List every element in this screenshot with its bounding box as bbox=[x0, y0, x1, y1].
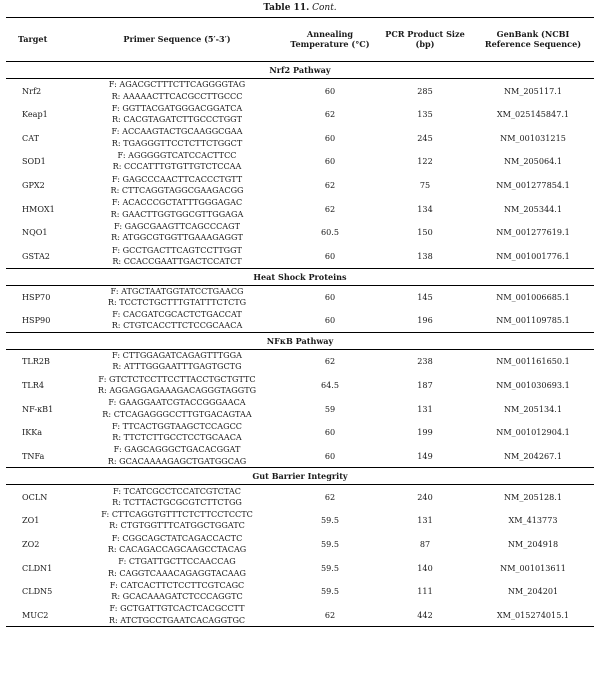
temperature-cell: 60.5 bbox=[320, 227, 340, 238]
primer-cell bbox=[72, 580, 282, 604]
table-row bbox=[6, 309, 594, 333]
product-size-cell: 138 bbox=[417, 250, 433, 261]
target-cell: Keap1 bbox=[22, 109, 48, 120]
forward-primer: F: GTCTCTCCTTCCTTACCTGCTGTTC bbox=[98, 373, 256, 384]
table-row bbox=[6, 556, 594, 580]
target-cell: TLR2B bbox=[22, 356, 50, 367]
primer-cell bbox=[72, 373, 282, 397]
reverse-primer: R: TGAGGGTTCCTCTTCTGGCT bbox=[111, 137, 243, 148]
target-cell: HMOX1 bbox=[22, 203, 55, 214]
primer-cell bbox=[72, 197, 282, 221]
table-row bbox=[6, 603, 594, 627]
forward-primer: F: GAGCAGGGCTGACACGGAT bbox=[113, 444, 241, 455]
table-row bbox=[6, 373, 594, 397]
target-cell: NQO1 bbox=[22, 227, 48, 238]
primer-cell bbox=[72, 509, 282, 533]
genbank-cell: NM_001161650.1 bbox=[496, 356, 570, 367]
product-size-cell: 285 bbox=[417, 85, 433, 96]
product-size-cell: 145 bbox=[417, 292, 433, 303]
forward-primer: F: CTTGGAGATCAGAGTTTGGA bbox=[112, 350, 242, 361]
forward-primer: F: GAGCGAAGTTCAGCCCAGT bbox=[114, 221, 240, 232]
genbank-cell: NM_205064.1 bbox=[503, 156, 563, 167]
product-size-cell: 245 bbox=[417, 132, 433, 143]
primer-cell bbox=[72, 244, 282, 268]
forward-primer: F: CGGCAGCTATCAGACCACTC bbox=[111, 532, 243, 543]
genbank-cell: NM_204918 bbox=[507, 539, 559, 550]
section-header-row bbox=[6, 268, 594, 285]
target-cell: OCLN bbox=[22, 491, 48, 502]
product-size-cell: 187 bbox=[417, 379, 433, 390]
table-row bbox=[6, 150, 594, 174]
reverse-primer: R: CACAGACCAGCAAGCCTACAG bbox=[107, 544, 247, 555]
product-size-cell: 150 bbox=[417, 227, 433, 238]
product-size-cell: 87 bbox=[419, 539, 431, 550]
reverse-primer: R: TTCTCTTGCCTCCTGCAACA bbox=[112, 432, 242, 443]
genbank-cell: NM_204201 bbox=[507, 586, 559, 597]
product-size-cell: 140 bbox=[417, 562, 433, 573]
target-cell: HSP90 bbox=[22, 315, 51, 326]
table-row bbox=[6, 173, 594, 197]
product-size-cell: 75 bbox=[419, 180, 431, 191]
temperature-cell: 60 bbox=[324, 427, 336, 438]
target-cell: SOD1 bbox=[22, 156, 46, 167]
reverse-primer: R: TCTTACTGCGCGTCTTCTGG bbox=[112, 496, 242, 507]
genbank-cell: XM_413773 bbox=[508, 515, 558, 526]
forward-primer: F: AGACGCTTTCTTCAGGGGTAG bbox=[108, 79, 246, 90]
temperature-cell: 59.5 bbox=[320, 586, 340, 597]
primer-cell bbox=[72, 285, 282, 309]
col-header-product-size: PCR Product Size (bp) bbox=[378, 18, 472, 62]
primer-cell bbox=[72, 79, 282, 103]
forward-primer: F: AGGGGGTCATCCACTTCC bbox=[117, 150, 237, 160]
reverse-primer: R: AAAAACTTCACGCCTTGCCC bbox=[111, 90, 243, 101]
target-cell: HSP70 bbox=[22, 292, 51, 303]
section-title: Nrf2 Pathway bbox=[6, 62, 594, 79]
product-size-cell: 122 bbox=[417, 156, 433, 167]
target-cell: GPX2 bbox=[22, 180, 45, 191]
forward-primer: F: CTTCAGGTGTTTCTCTTCCTCCTC bbox=[101, 508, 253, 519]
primer-cell bbox=[72, 221, 282, 245]
product-size-cell: 238 bbox=[417, 356, 433, 367]
genbank-cell: NM_205128.1 bbox=[503, 491, 563, 502]
target-cell: CLDN1 bbox=[22, 562, 53, 573]
col-header-target: Target bbox=[6, 18, 72, 62]
table-row bbox=[6, 580, 594, 604]
primer-cell bbox=[72, 150, 282, 174]
target-cell: NF-κB1 bbox=[22, 403, 54, 414]
section-header-row bbox=[6, 62, 594, 79]
target-cell: ZO2 bbox=[22, 539, 40, 550]
table-row bbox=[6, 79, 594, 103]
reverse-primer: R: GAACTTGGTGGCGTTGGAGA bbox=[110, 208, 244, 219]
primer-cell bbox=[72, 420, 282, 444]
temperature-cell: 62 bbox=[324, 180, 336, 191]
temperature-cell: 60 bbox=[324, 156, 336, 167]
product-size-cell: 131 bbox=[417, 515, 433, 526]
reverse-primer: R: GCACAAAAGAGCTGATGGCAG bbox=[107, 455, 247, 466]
forward-primer: F: CTGATTGCTTCCAACCAG bbox=[118, 556, 236, 567]
product-size-cell: 442 bbox=[378, 603, 472, 627]
genbank-cell: NM_001001776.1 bbox=[496, 250, 570, 261]
table-row bbox=[6, 444, 594, 468]
table-row bbox=[6, 509, 594, 533]
reverse-primer: R: CTGTCACCTTCTCCGCAACA bbox=[111, 320, 243, 331]
temperature-cell: 62 bbox=[282, 603, 378, 627]
temperature-cell: 62 bbox=[324, 491, 336, 502]
primer-cell bbox=[72, 556, 282, 580]
section-header-row bbox=[6, 468, 594, 485]
reverse-primer: R: CTCAGAGGGCCTTGTGACAGTAA bbox=[102, 408, 252, 419]
forward-primer: F: TTCACTGGTAAGCTCCAGCC bbox=[112, 420, 242, 431]
reverse-primer: R: ATGGCGTGGTTGAAAGAGGT bbox=[111, 232, 243, 243]
genbank-cell: NM_205134.1 bbox=[503, 403, 563, 414]
target-cell: TNFa bbox=[22, 450, 45, 461]
target-cell: TLR4 bbox=[22, 379, 45, 390]
col-header-temperature: Annealing Temperature (°C) bbox=[282, 18, 378, 62]
product-size-cell: 131 bbox=[417, 403, 433, 414]
genbank-cell: NM_205117.1 bbox=[503, 85, 563, 96]
target-cell: ZO1 bbox=[22, 515, 40, 526]
temperature-cell: 59.5 bbox=[320, 539, 340, 550]
genbank-cell: NM_205344.1 bbox=[503, 203, 563, 214]
primer-cell bbox=[72, 444, 282, 468]
table-body bbox=[6, 62, 594, 627]
genbank-cell: NM_001277619.1 bbox=[496, 227, 570, 238]
section-header-row bbox=[6, 332, 594, 349]
forward-primer: F: ATGCTAATGGTATCCTGAACG bbox=[110, 285, 244, 296]
table-row bbox=[6, 102, 594, 126]
table-row bbox=[6, 197, 594, 221]
primer-cell bbox=[72, 173, 282, 197]
primer-cell bbox=[72, 126, 282, 150]
temperature-cell: 60 bbox=[324, 450, 336, 461]
temperature-cell: 60 bbox=[324, 315, 336, 326]
temperature-cell: 59.5 bbox=[320, 562, 340, 573]
temperature-cell: 59.5 bbox=[320, 515, 340, 526]
forward-primer: F: CATCACTTCTCCTTCGTCAGC bbox=[109, 580, 245, 590]
primer-table bbox=[6, 17, 594, 627]
genbank-cell: NM_001109785.1 bbox=[496, 315, 570, 326]
target-cell: Nrf2 bbox=[22, 85, 42, 96]
caption-label: Table 11. bbox=[263, 3, 310, 13]
table-row bbox=[6, 221, 594, 245]
reverse-primer: R: CAGGTCAAACAGAGGTACAAG bbox=[108, 567, 246, 578]
product-size-cell: 149 bbox=[417, 450, 433, 461]
product-size-cell: 196 bbox=[417, 315, 433, 326]
product-size-cell: 134 bbox=[417, 203, 433, 214]
genbank-cell: NM_204267.1 bbox=[503, 450, 563, 461]
forward-primer: F: GCTGATTGTCACTCACGCCTT bbox=[109, 603, 245, 614]
genbank-cell: NM_001277854.1 bbox=[496, 180, 570, 191]
temperature-cell: 60 bbox=[324, 292, 336, 303]
reverse-primer: R: GCACAAAGATCTCCCAGGTC bbox=[111, 591, 243, 602]
reverse-primer: R: ATCTGCCTGAATCACAGGTGC bbox=[108, 614, 246, 625]
table-row bbox=[6, 349, 594, 373]
reverse-primer: R: ATTTGGGAATTTGAGTGCTG bbox=[112, 361, 242, 372]
forward-primer: F: ACACCCGCTATTTGGGAGAC bbox=[111, 197, 243, 208]
reverse-primer: R: CTTCAGGTAGGCGAAGACGG bbox=[110, 185, 244, 196]
forward-primer: F: GGTTACGATGGGACGGATCA bbox=[111, 102, 243, 113]
temperature-cell: 60 bbox=[324, 85, 336, 96]
section-title: Gut Barrier Integrity bbox=[6, 468, 594, 485]
table-row bbox=[6, 244, 594, 268]
primer-cell bbox=[72, 102, 282, 126]
col-header-primer: Primer Sequence (5′-3′) bbox=[72, 18, 282, 62]
target-cell: IKKa bbox=[22, 427, 43, 438]
temperature-cell: 64.5 bbox=[320, 379, 340, 390]
table-row bbox=[6, 420, 594, 444]
temperature-cell: 60 bbox=[324, 132, 336, 143]
product-size-cell: 111 bbox=[417, 586, 433, 597]
target-cell: CAT bbox=[22, 132, 39, 143]
primer-cell bbox=[72, 397, 282, 421]
primer-cell bbox=[72, 532, 282, 556]
caption-suffix: Cont. bbox=[312, 3, 337, 13]
temperature-cell: 62 bbox=[324, 109, 336, 120]
genbank-cell: NM_001013611 bbox=[500, 562, 566, 573]
primer-cell bbox=[72, 603, 282, 627]
target-cell: MUC2 bbox=[6, 603, 72, 627]
section-title: NFκB Pathway bbox=[6, 332, 594, 349]
genbank-cell: NM_001030693.1 bbox=[496, 379, 570, 390]
product-size-cell: 199 bbox=[417, 427, 433, 438]
temperature-cell: 60 bbox=[324, 250, 336, 261]
product-size-cell: 135 bbox=[417, 109, 433, 120]
primer-cell bbox=[72, 485, 282, 509]
table-caption bbox=[0, 0, 600, 17]
forward-primer: F: GAGCCCAACTTCACCCTGTT bbox=[111, 173, 243, 184]
forward-primer: F: ACCAAGTACTGCAAGGCGAA bbox=[111, 126, 243, 137]
table-row bbox=[6, 397, 594, 421]
primer-cell bbox=[72, 349, 282, 373]
forward-primer: F: GAAGGAATCGTACCGGGAACA bbox=[108, 397, 246, 408]
reverse-primer: R: CACGTAGATCTTGCCCTGGT bbox=[111, 114, 243, 125]
forward-primer: F: GCCTGACTTCAGTCCTTGGT bbox=[112, 244, 242, 255]
genbank-cell: XM_015274015.1 bbox=[472, 603, 594, 627]
forward-primer: F: TCATCGCCTCCATCGTCTAC bbox=[113, 485, 241, 496]
section-title: Heat Shock Proteins bbox=[6, 268, 594, 285]
table-row bbox=[6, 285, 594, 309]
reverse-primer: R: CCACCGAATTGACTCCATCT bbox=[112, 255, 242, 266]
header-row bbox=[6, 18, 594, 62]
forward-primer: F: CACGATCGCACTCTGACCAT bbox=[112, 308, 242, 319]
table-row bbox=[6, 126, 594, 150]
reverse-primer: R: CTGTGGTTTCATGGCTGGATC bbox=[109, 520, 245, 531]
reverse-primer: R: AGGAGGAGAAAGACAGGGTAGGTG bbox=[97, 384, 257, 395]
target-cell: CLDN5 bbox=[22, 586, 53, 597]
product-size-cell: 240 bbox=[417, 491, 433, 502]
genbank-cell: NM_001031215 bbox=[500, 132, 566, 143]
genbank-cell: XM_025145847.1 bbox=[496, 109, 570, 120]
reverse-primer: R: TCCTCTGCTTTGTATTTCTCTG bbox=[107, 297, 247, 308]
target-cell: GSTA2 bbox=[22, 250, 50, 261]
genbank-cell: NM_001006685.1 bbox=[496, 292, 570, 303]
genbank-cell: NM_001012904.1 bbox=[496, 427, 570, 438]
temperature-cell: 62 bbox=[324, 356, 336, 367]
table-row bbox=[6, 532, 594, 556]
table-row bbox=[6, 485, 594, 509]
temperature-cell: 59 bbox=[324, 403, 336, 414]
temperature-cell: 62 bbox=[324, 203, 336, 214]
col-header-genbank: GenBank (NCBI Reference Sequence) bbox=[472, 18, 594, 62]
primer-cell bbox=[72, 309, 282, 333]
reverse-primer: R: CCCATTTGTGTTGTCTCCAA bbox=[112, 161, 242, 172]
